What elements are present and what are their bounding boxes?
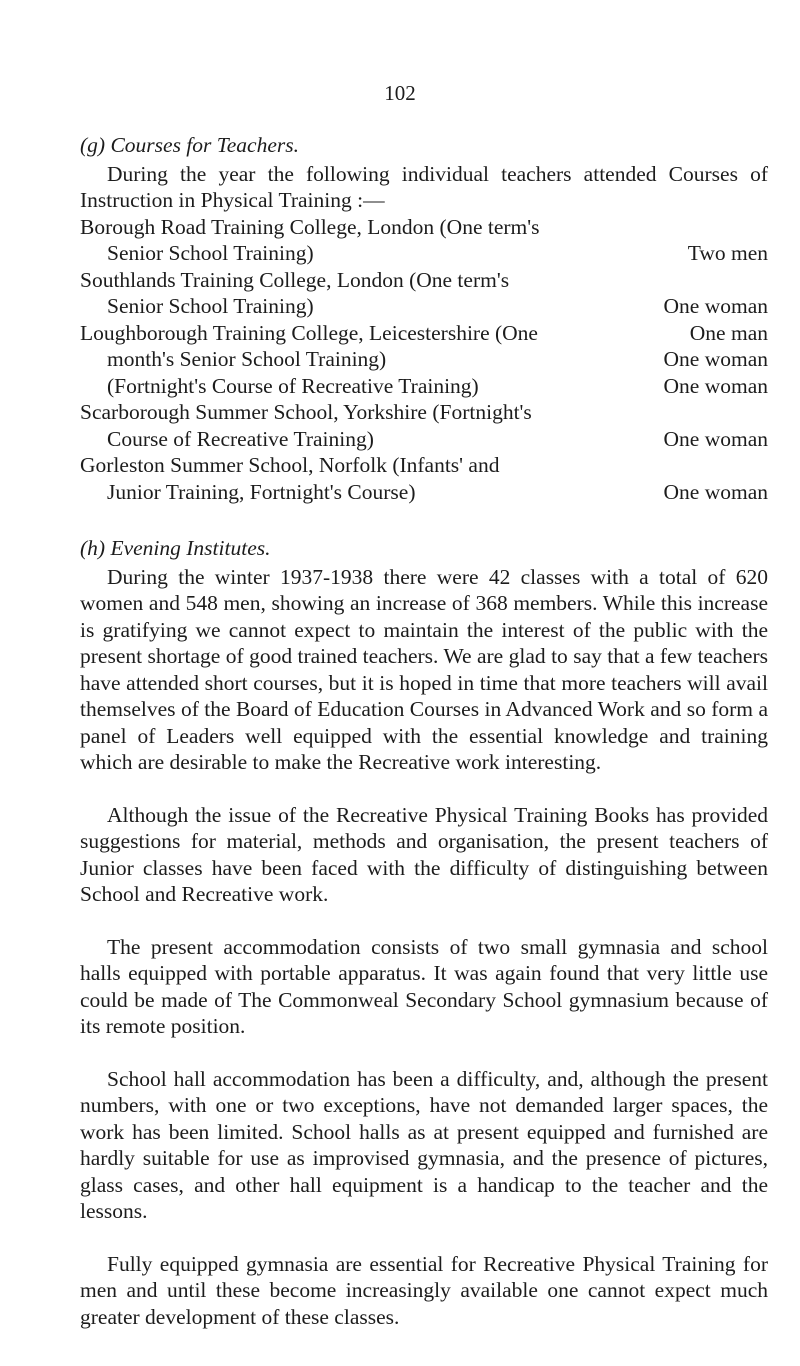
course-list [80, 214, 768, 506]
paragraph: Fully equipped gymnasia are essential for Recreative Physical Training for men and until these become increasingly available one cannot expect much greater development of these classes. [80, 1251, 768, 1329]
section-g-intro: During the year the following individual teachers attended Courses of Instruction in Physical Training :— [80, 161, 768, 212]
course-item [80, 214, 768, 267]
page-number: 102 [384, 81, 416, 105]
paragraph: School hall accommodation has been a difficulty, and, although the present numbers, with one or two exceptions, have not demanded larger spaces, the work has been limited. School halls as at present equipped and furnished are hardly suitable for use as improvised gymnasia, and the presence of pictures, glass cases, and other hall equipment is a handicap to the teacher and the lessons. [80, 1066, 768, 1223]
section-g-title: Courses for Teachers. [110, 133, 299, 157]
course-line2: Senior School Training) [107, 241, 314, 265]
course-attendees: One woman [663, 426, 768, 451]
course-item [80, 320, 768, 347]
paragraph: The present accommodation consists of two small gymnasia and school halls equipped with portable apparatus. It was again found that very little use could be made of The Commonweal Secondary School gymnasium because of its remote position. [80, 934, 768, 1038]
course-attendees: One woman [663, 373, 768, 398]
section-h-title: Evening Institutes. [110, 536, 271, 560]
course-item [80, 267, 768, 320]
section-h-letter: (h) [80, 536, 106, 560]
course-item [80, 452, 768, 505]
course-line1: Scarborough Summer School, Yorkshire (Fortnight's [80, 400, 532, 424]
section-h-heading [80, 535, 768, 562]
course-attendees: One woman [663, 479, 768, 504]
course-line2: (Fortnight's Course of Recreative Training) [107, 373, 479, 398]
course-line1: Borough Road Training College, London (One term's [80, 214, 540, 239]
paragraph: During the winter 1937-1938 there were 42 classes with a total of 620 women and 548 men, showing an increase of 368 members. While this increase is gratifying we cannot expect to maintain the interest of the public with the present shortage of good trained teachers. We are glad to say that a few teachers have attended short courses, but it is hoped in time that more teachers will avail themselves of the Board of Education Courses in Advanced Work and so form a panel of Leaders well equipped with the essential knowledge and training which are desirable to make the Recreative work interesting. [80, 564, 768, 774]
course-line1: Loughborough Training College, Leicestershire (One [80, 320, 538, 345]
course-line1: Gorleston Summer School, Norfolk (Infants' and [80, 453, 500, 477]
course-line2: month's Senior School Training) [107, 347, 387, 371]
course-attendees: One man [689, 320, 768, 345]
page-content [80, 132, 768, 1330]
course-item [80, 373, 768, 400]
section-g-letter: (g) [80, 133, 106, 157]
course-attendees: One woman [663, 347, 768, 371]
course-item [80, 399, 768, 452]
section-g-heading [80, 132, 768, 159]
course-item-cont [80, 346, 768, 373]
course-attendees: Two men [687, 241, 768, 265]
course-attendees: One woman [663, 294, 768, 318]
course-line2: Course of Recreative Training) [107, 426, 374, 451]
paragraph: Although the issue of the Recreative Physical Training Books has provided suggestions for material, methods and organisation, the present teachers of Junior classes have been faced with the difficulty of distinguishing between School and Recreative work. [80, 802, 768, 906]
course-line2: Senior School Training) [107, 294, 314, 318]
course-line2: Junior Training, Fortnight's Course) [107, 479, 416, 504]
course-line1: Southlands Training College, London (One term's [80, 267, 510, 292]
